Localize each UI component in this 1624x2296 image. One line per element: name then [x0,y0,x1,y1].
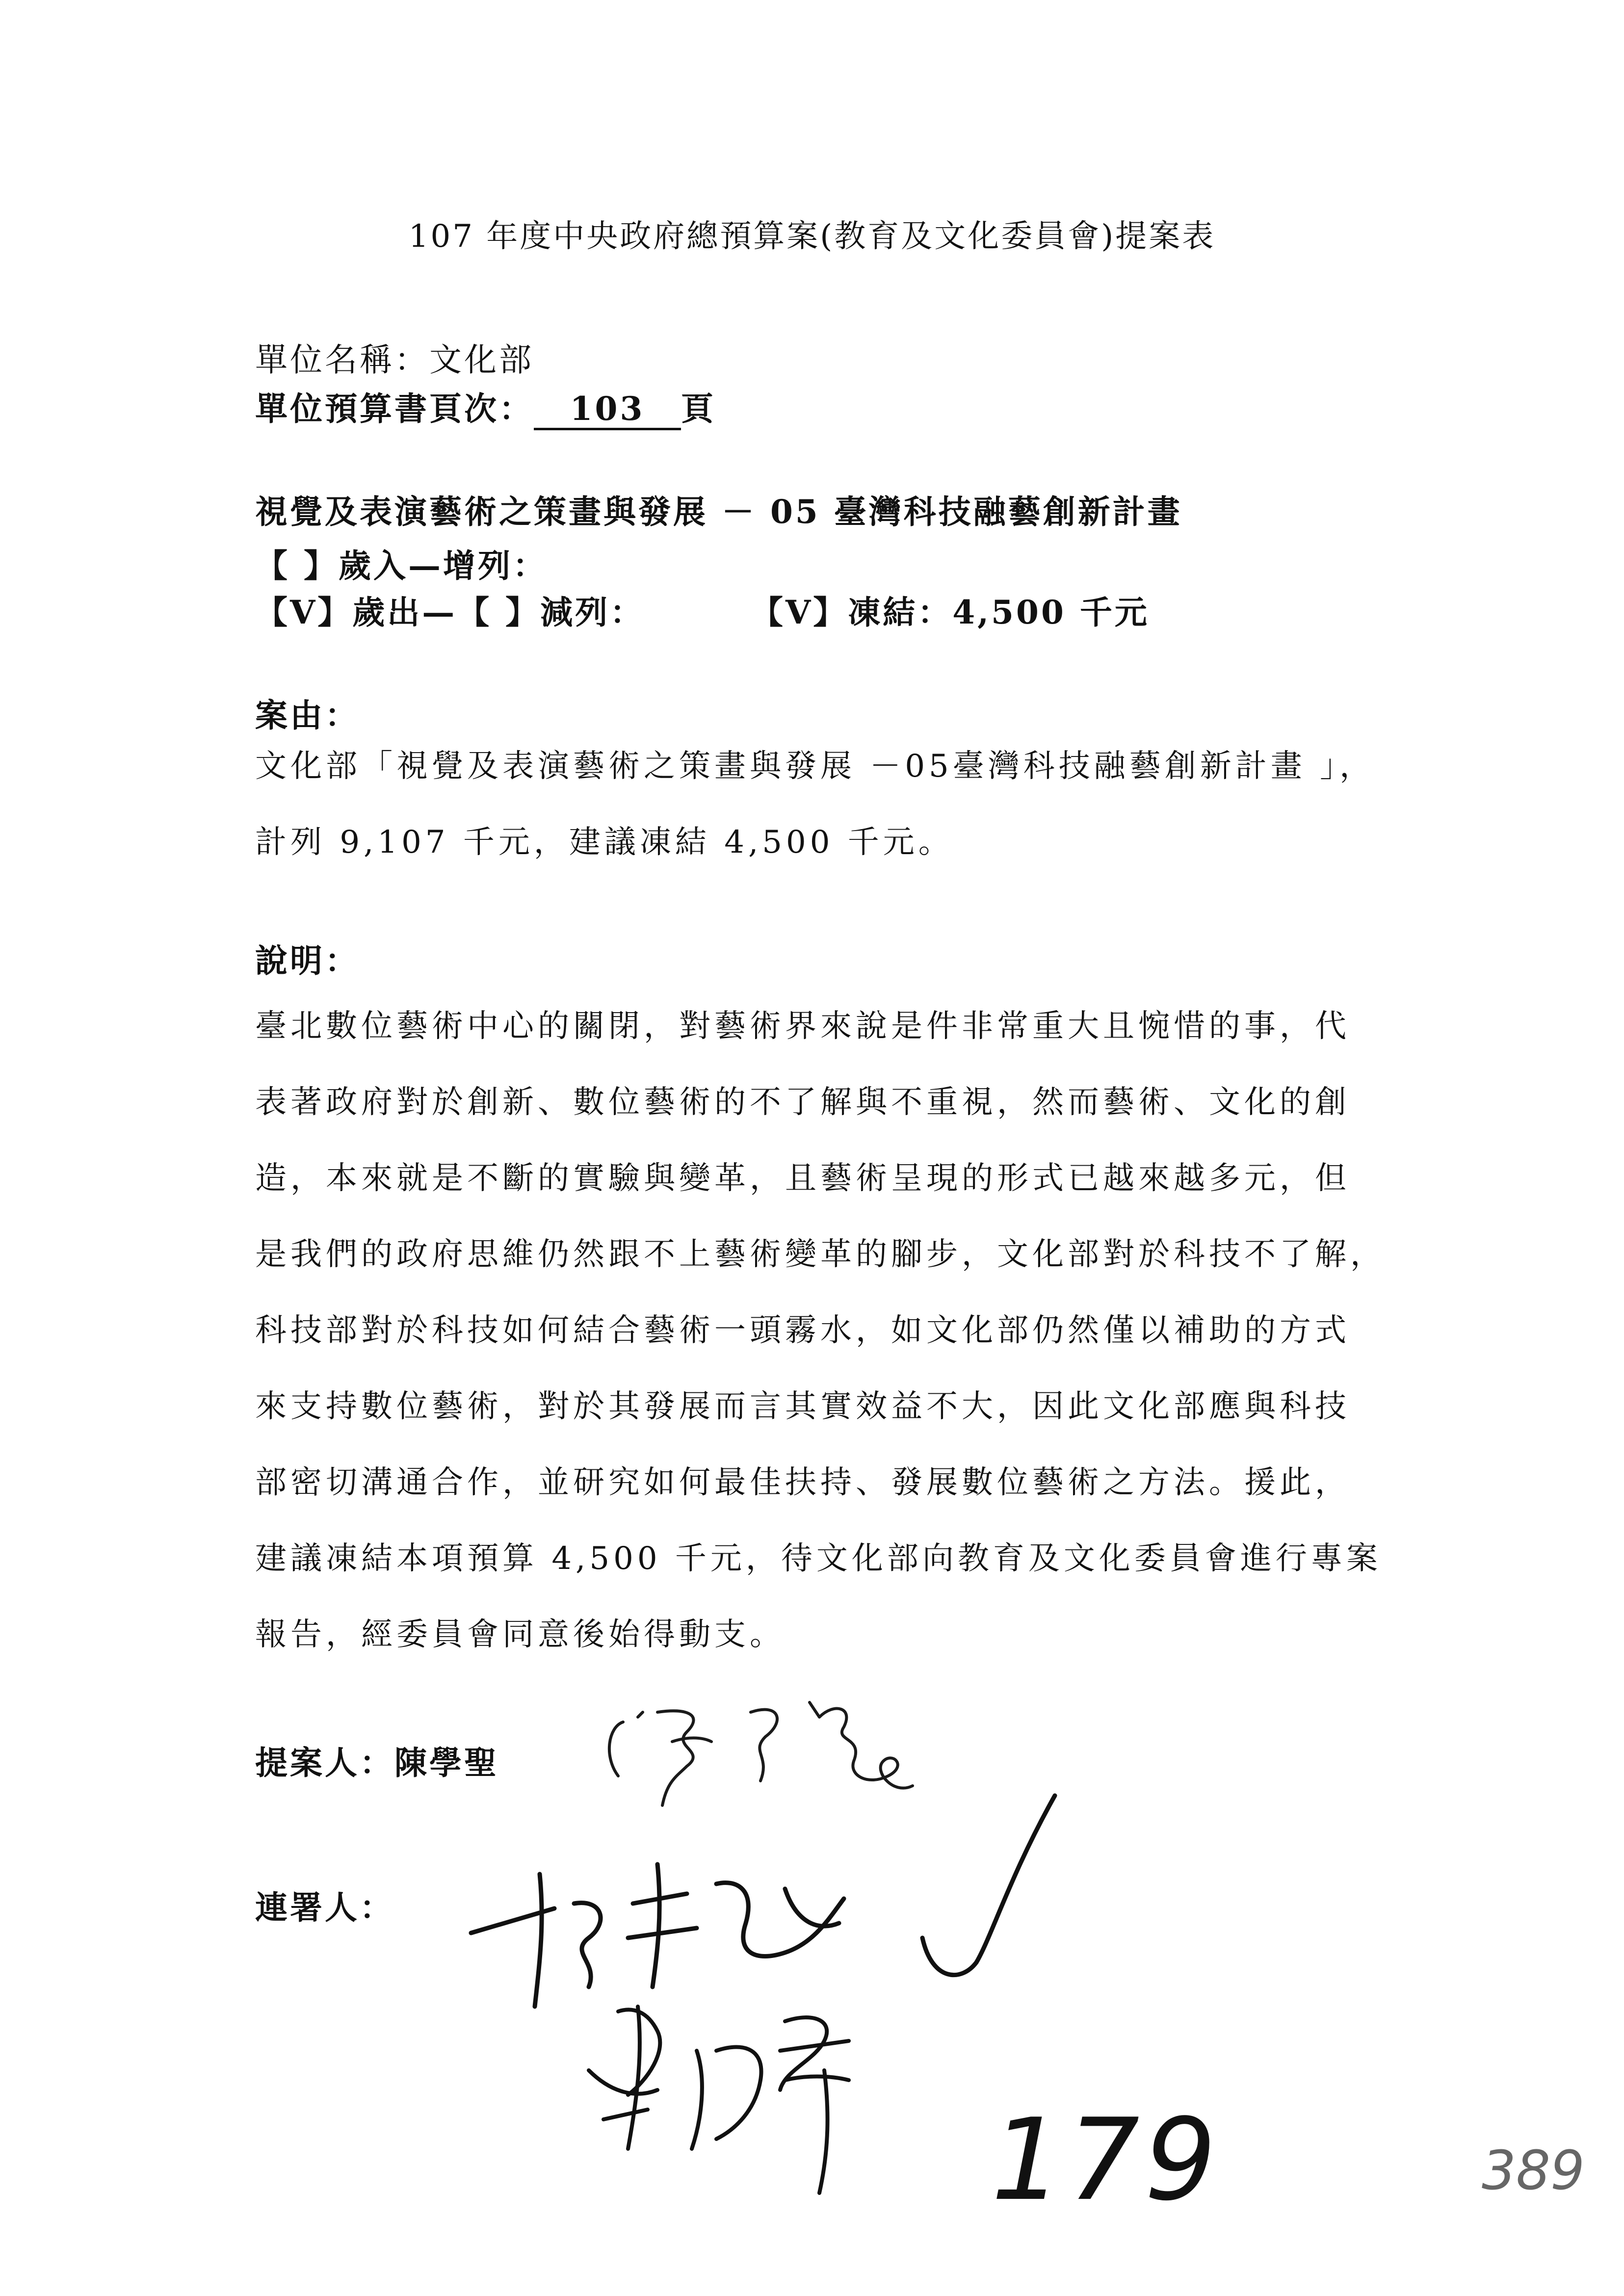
handwritten-number: 179 [991,2095,1221,2226]
case-line: 文化部「視覺及表演藝術之策畫與發展 －05臺灣科技融藝創新計畫 」， [255,748,1375,784]
explanation-heading: 說明： [255,941,360,980]
explanation-line: 科技部對於科技如何結合藝術一頭霧水，如文化部仍然僅以補助的方式 [255,1312,1350,1349]
case-heading: 案由： [255,696,360,734]
case-line: 計列 9,107 千元，建議凍結 4,500 千元。 [255,824,954,861]
expenditure-option: 【V】歲出—【 】減列： [255,593,645,631]
proposer-label: 提案人：陳學聖 [255,1744,499,1782]
explanation-line: 部密切溝通合作，並研究如何最佳扶持、發展數位藝術之方法。援此， [255,1464,1350,1501]
cosigners-label: 連署人： [255,1888,394,1927]
document-title: 107 年度中央政府總預算案(教育及文化委員會)提案表 [408,218,1216,255]
explanation-line: 造，本來就是不斷的實驗與變革，且藝術呈現的形式已越來越多元，但 [255,1160,1350,1197]
explanation-line: 是我們的政府思維仍然跟不上藝術變革的腳步，文化部對於科技不了解， [255,1236,1386,1273]
budget-page-number: 103 [534,390,681,430]
budget-page-suffix: 頁 [681,390,716,428]
program-title: 視覺及表演藝術之策畫與發展 － 05 臺灣科技融藝創新計畫 [255,493,1182,531]
explanation-line: 表著政府對於創新、數位藝術的不了解與不重視，然而藝術、文化的創 [255,1084,1350,1121]
freeze-option: 【V】凍結：4,500 千元 [751,593,1150,631]
page-number: 389 [1482,2139,1585,2202]
unit-name: 單位名稱：文化部 [255,341,534,379]
budget-page-label: 單位預算書頁次： [255,390,534,428]
revenue-option: 【 】歲入—增列： [255,547,548,585]
explanation-line: 建議凍結本項預算 4,500 千元，待文化部向教育及文化委員會進行專案 [255,1540,1382,1577]
budget-page-row [255,383,716,430]
explanation-line: 臺北數位藝術中心的關閉，對藝術界來說是件非常重大且惋惜的事，代 [255,1008,1350,1044]
explanation-line: 來支持數位藝術，對於其發展而言其實效益不大，因此文化部應與科技 [255,1388,1350,1425]
explanation-line: 報告，經委員會同意後始得動支。 [255,1617,785,1653]
